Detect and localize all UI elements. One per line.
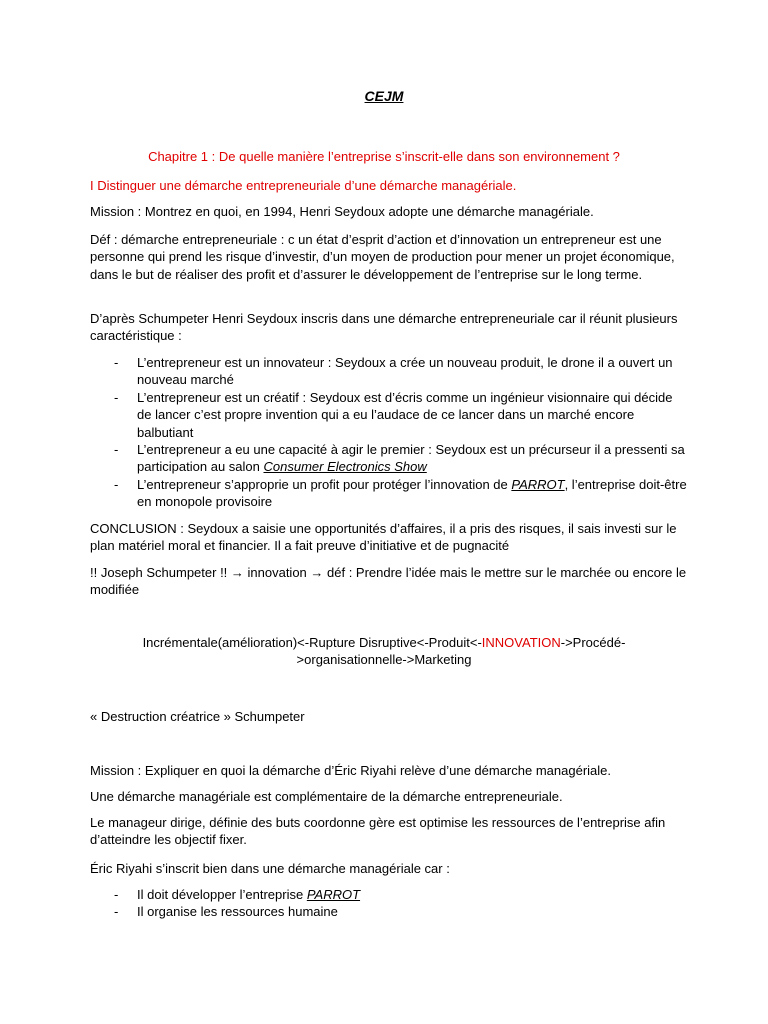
riyahi-paragraph: Éric Riyahi s’inscrit bien dans une démarche managériale car : <box>90 861 450 876</box>
section-heading: I Distinguer une démarche entrepreneuriale d’une démarche managériale. <box>90 178 517 193</box>
chapter-heading: Chapitre 1 : De quelle manière l’entreprise s’inscrit-elle dans son environnement ? <box>148 149 620 164</box>
list-dash: - <box>114 904 119 920</box>
schumpeter-intro-paragraph: D’après Schumpeter Henri Seydoux inscris dans une démarche entrepreneuriale car il réunit plusieurs caractéristique : <box>90 311 678 344</box>
list-item-text: Il organise les ressources humaine <box>137 904 338 920</box>
document-title: CEJM <box>364 88 404 104</box>
innovation-types-line <box>90 634 678 669</box>
innovation-keyword: INNOVATION <box>481 635 561 650</box>
list-item-text: L’entrepreneur s’approprie un profit pour protéger l’innovation de <box>137 476 512 492</box>
destruction-creatrice-line: « Destruction créatrice » Schumpeter <box>90 709 305 724</box>
list-item-text: L’entrepreneur a eu une capacité à agir le premier : Seydoux est un précurseur il a pressenti sa participation au salon <box>137 442 685 475</box>
entrepreneur-traits-list <box>90 354 690 511</box>
list-dash: - <box>114 355 119 370</box>
innovation-types-before: Incrémentale(amélioration)<-Rupture Disruptive<-Produit<- <box>142 635 482 650</box>
list-item-text: L’entrepreneur est un créatif : Seydoux est d’écris comme un ingénieur visionnaire qui décide de lancer c’est propre invention qui a eu l’audace de ce lancer dans un marché encore balbutiant <box>137 389 673 440</box>
list-item <box>90 886 690 903</box>
joseph-schumpeter-paragraph: !! Joseph Schumpeter !! → innovation → déf : Prendre l’idée mais le mettre sur le marchée ou encore le modifiée <box>90 565 687 598</box>
mission-paragraph-1: Mission : Montrez en quoi, en 1994, Henri Seydoux adopte une démarche managériale. <box>90 204 594 219</box>
parrot-link[interactable]: PARROT <box>306 887 361 902</box>
list-item <box>90 903 690 920</box>
consumer-electronics-show-link[interactable]: Consumer Electronics Show <box>263 459 427 475</box>
parrot-link[interactable]: PARROT <box>511 476 565 492</box>
list-item <box>90 441 690 476</box>
list-dash: - <box>114 476 119 492</box>
mission-paragraph-2: Mission : Expliquer en quoi la démarche d’Éric Riyahi relève d’une démarche managériale. <box>90 763 611 778</box>
manager-paragraph: Le manageur dirige, définie des buts coordonne gère est optimise les ressources de l’entreprise afin d’atteindre les objectif fixer. <box>90 815 666 848</box>
complementary-paragraph: Une démarche managériale est complémentaire de la démarche entrepreneuriale. <box>90 789 563 804</box>
list-dash: - <box>114 442 119 458</box>
manager-traits-list <box>90 886 690 921</box>
list-item <box>90 476 690 511</box>
list-item-text: L’entrepreneur est un innovateur : Seydoux a crée un nouveau produit, le drone il a ouvert un nouveau marché <box>137 355 673 388</box>
list-dash: - <box>114 389 119 405</box>
list-item <box>90 354 690 389</box>
list-item <box>90 389 690 441</box>
list-item-text-after: , l’entreprise doit-être en monopole provisoire <box>137 476 687 510</box>
list-item-text: Il doit développer l’entreprise <box>137 887 307 902</box>
innovation-types-after: ->Procédé->organisationnelle->Marketing <box>296 635 626 668</box>
definition-paragraph: Déf : démarche entrepreneuriale : c un état d’esprit d’action et d’innovation un entrepreneur est une personne qui prend les risque d’investir, d’un moyen de production pour mener un projet économique, dans le but de réaliser des profit et d’assurer le développement de l’entreprise sur le long terme. <box>90 232 675 282</box>
conclusion-paragraph: CONCLUSION : Seydoux a saisie une opportunités d’affaires, il a pris des risques, il sais investi sur le plan matériel moral et financier. Il a fait preuve d’initiative et de pugnacité <box>90 521 677 554</box>
list-dash: - <box>114 887 119 902</box>
